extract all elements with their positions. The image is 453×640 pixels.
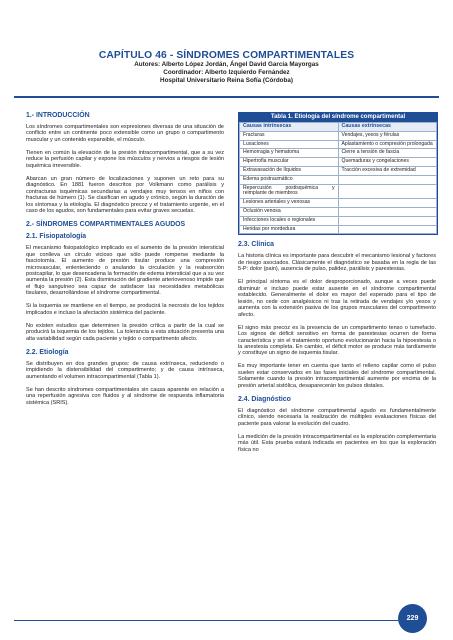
paragraph: Tienen en común la elevación de la presión intracompartimental, que a su vez reduce la perfusión capilar y expone los músculos y nervios a riesgos de lesión isquémica irreversible. bbox=[26, 149, 224, 169]
section-heading-introduccion: 1.- INTRODUCCIÓN bbox=[26, 112, 90, 119]
table-cell bbox=[338, 199, 437, 208]
table-row bbox=[240, 166, 437, 175]
table-header-intrinsic: Causas intrínsecas bbox=[240, 123, 339, 132]
table-cell: Edema postraumático bbox=[240, 175, 339, 184]
table-cell: Quemaduras y congelaciones bbox=[338, 158, 437, 167]
section-heading-agudos: 2.- SÍNDROMES COMPARTIMENTALES AGUDOS bbox=[26, 221, 186, 229]
right-column bbox=[238, 112, 436, 460]
table-cell: Aplastamiento o compresión prolongada bbox=[338, 140, 437, 149]
paragraph: Se han descrito síndromes compartimentales sin causa aparente en relación a una reperfusión agresiva con fluidos y al síndrome de respuesta inflamatoria sistémica (SRIS). bbox=[26, 386, 224, 406]
paragraph: Se distribuyen en dos grandes grupos: de causa extrínseca, reduciendo o impidiendo la distensibilidad del compartimento; y de causa intrínseca, aumentando el volumen intracompartimental (Tabla 1). bbox=[26, 360, 224, 380]
page-header bbox=[20, 50, 433, 86]
table-row bbox=[240, 175, 437, 184]
table-cell: Repercusión postisquémica y reimplante de miembros bbox=[240, 184, 339, 199]
table-row bbox=[240, 207, 437, 216]
subsection-heading-diagnostico: 2.4. Diagnóstico bbox=[238, 395, 291, 403]
coordinator-line: Coordinador: Alberto Izquierdo Fernández bbox=[163, 69, 290, 77]
table-row bbox=[240, 216, 437, 225]
table-cell bbox=[338, 216, 437, 225]
table-cell: Infecciones locales o regionales bbox=[240, 216, 339, 225]
paragraph: No existen estudios que determinen la presión crítica a partir de la cual se producirá la isquemia de los tejidos. La tolerancia a esta situación presenta una alta variabilidad según cada paciente y tejido o compartimento afecto. bbox=[26, 322, 224, 342]
table-row bbox=[240, 225, 437, 234]
table-cell bbox=[338, 207, 437, 216]
subsection-heading-fisiopatologia: 2.1. Fisiopatología bbox=[26, 233, 87, 241]
table-cell: Oclusión venosa bbox=[240, 207, 339, 216]
table-row bbox=[240, 149, 437, 158]
paragraph: La historia clínica es importante para descubrir el mecanismo lesional y factores de riesgo asociados. Clásicamente el diagnóstico se basaba en la regla de las 5-P: dolor (pain), ausencia de pulso, palidez, parálisis y parestesias. bbox=[238, 253, 436, 273]
table-row bbox=[240, 158, 437, 167]
etiology-table bbox=[238, 112, 438, 235]
paragraph: La medición de la presión intracompartimental es la exploración complementaria más útil. Esta prueba estará indicada en pacientes en los que la exploración física no bbox=[238, 433, 436, 453]
paragraph: El principal síntoma es el dolor desproporcionado, aunque a veces puede disminuir e incluso puede estar ausente en el síndrome compartimental establecido. Generalmente el dolor es mayor del esperado para el tipo de lesión, no cede con analgésicos ni tras la retirada de vendajes y/o yesos y aumenta con la extensión pasiva de los grupos musculares del compartimento afecto. bbox=[238, 279, 436, 318]
table-cell bbox=[338, 175, 437, 184]
table-cell: Lesiones arteriales y venosas bbox=[240, 199, 339, 208]
paragraph: El mecanismo fisiopatológico implicado es el aumento de la presión intersticial que conlleva un círculo vicioso que sólo puede romperse mediante la fasciotomía. El aumento de presión tisular produce una compresión microvascular, enlenteciendo o anulando la circulación y la reabsorción postcapilar, lo que desencadena la formación de edema intersticial que a su vez aumenta la presión (2). Esta disminución del gradiente arteriovenoso impide que el flujo sanguíneo sea capaz de satisfacer las necesidades metabólicas tisulares, desarrollándose el síndrome compartimental. bbox=[26, 245, 224, 297]
page-number: 229 bbox=[398, 604, 427, 633]
table-cell: Luxaciones bbox=[240, 140, 339, 149]
paragraph: Los síndromes compartimentales son expresiones diversas de una situación de conflicto entre un continente poco extensible como un grupo o compartimento muscular y un contenido expansible, el músculo. bbox=[26, 124, 224, 143]
table-row bbox=[240, 131, 437, 140]
chapter-title: CAPÍTULO 46 - SÍNDROMES COMPARTIMENTALES bbox=[98, 50, 355, 61]
table-cell: Tracción excesiva de extremidad bbox=[338, 166, 437, 175]
authors-line: Autores: Alberto López Jordán, Ángel David García Mayorgas bbox=[134, 61, 319, 68]
table-cell: Heridas por mordedura bbox=[240, 225, 339, 234]
table-cell: Extravasación de líquidos bbox=[240, 166, 339, 175]
hospital-line: Hospital Universitario Reina Sofía (Córdoba) bbox=[160, 77, 293, 85]
table-cell bbox=[338, 184, 437, 199]
table-cell: Hemorragia y hematoma bbox=[240, 149, 339, 158]
table-cell: Cierre a tensión de fascia bbox=[338, 149, 437, 158]
table-row bbox=[240, 184, 437, 199]
paragraph: El diagnóstico del síndrome compartimental agudo es fundamentalmente clínico, siendo necesaria la realización de múltiples evaluaciones físicas del paciente para valorar la evolución del cuadro. bbox=[238, 407, 436, 427]
subsection-heading-clinica: 2.3. Clínica bbox=[238, 241, 275, 249]
header-divider bbox=[14, 96, 439, 98]
table-cell: Vendajes, yesos y férulas bbox=[338, 131, 437, 140]
footer-divider bbox=[14, 620, 398, 621]
paragraph: El signo más precoz es la presencia de un compartimento tenso o tumefacto. Los signos de déficit sensitivo en forma de parestesias ocurren de forma característica y sin el tratamiento oportuno evolucionarán hacia la hipoestesia o la anestesia completa. En cambio, el déficit motor se produce más tardíamente y constituye un signo de isquemia tisular. bbox=[238, 324, 436, 357]
table-cell: Hipertrofia muscular bbox=[240, 158, 339, 167]
table-title: Tabla 1. Etiología del síndrome compartimental bbox=[239, 113, 437, 122]
paragraph: Abarcan un gran número de localizaciones y suponen un reto para su diagnóstico. En 1881 fueron descritos por Volkmann como parálisis y contracturas isquémicas secundarias a vendajes muy tensos en niños con fracturas de húmero (1). Se clasifican en agudo y crónico, según la duración de los síntomas y la etiología. El diagnóstico precoz y el tratamiento urgente, en el caso de los agudos, son fundamentales para evitar graves secuelas. bbox=[26, 175, 224, 215]
table-cell bbox=[338, 225, 437, 234]
table-row bbox=[240, 199, 437, 208]
left-column bbox=[26, 112, 224, 413]
table-cell: Fracturas bbox=[240, 131, 339, 140]
subsection-heading-etiologia: 2.2. Etiología bbox=[26, 348, 69, 356]
paragraph: Si la isquemia se mantiene en el tiempo, se producirá la necrosis de los tejidos implicados e incluso la afectación sistémica del paciente. bbox=[26, 303, 224, 316]
table-header-extrinsic: Causas extrínsecas bbox=[338, 123, 437, 132]
table-row bbox=[240, 140, 437, 149]
paragraph: Es muy importante tener en cuenta que tanto el relleno capilar como el pulso suelen estar conservados en las fases iniciales del síndrome compartimental. Solamente cuando la presión intracompartimental aumente por encima de la presión arterial sistólica, desaparecerán los pulsos distales. bbox=[238, 363, 436, 389]
